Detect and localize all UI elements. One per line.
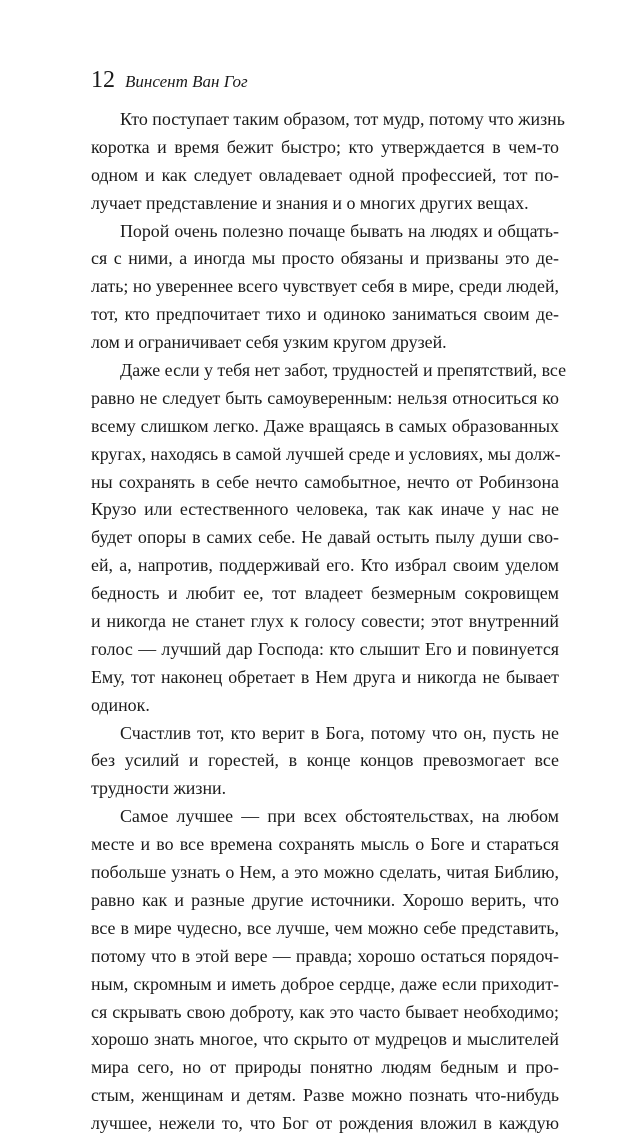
text-line: ей, а, напротив, поддерживай его. Кто избрал своим уделом bbox=[91, 555, 559, 576]
text-line: кругах, находясь в самой лучшей среде и условиях, мы долж- bbox=[91, 443, 561, 464]
text-line: бедность и любит ее, тот владеет безмерным сокровищем bbox=[91, 583, 559, 604]
text-line: месте и во все времена сохранять мысль о Боге и стараться bbox=[91, 834, 559, 855]
text-line: Даже если у тебя нет забот, трудностей и препятствий, все bbox=[120, 360, 567, 381]
text-line: будет опоры в самих себе. Не давай остыть пылу души сво- bbox=[91, 527, 559, 548]
text-line: одинок. bbox=[91, 694, 150, 715]
text-line: лать; но увереннее всего чувствует себя в мире, среди людей, bbox=[91, 276, 559, 297]
text-line: Самое лучшее — при всех обстоятельствах, на любом bbox=[120, 806, 559, 827]
text-line: ны сохранять в себе нечто самобытное, нечто от Робинзона bbox=[91, 471, 559, 492]
text-line: стым, женщинам и детям. Разве можно познать что-нибудь bbox=[91, 1085, 559, 1106]
text-line: ся скрывать свою доброту, как это часто бывает необходимо; bbox=[91, 1001, 559, 1022]
text-line: коротка и время бежит быстро; кто утверждается в чем-то bbox=[91, 136, 559, 157]
text-line: трудности жизни. bbox=[91, 778, 227, 799]
text-line: хорошо знать многое, что скрыто от мудрецов и мыслителей bbox=[91, 1029, 559, 1050]
text-line: лом и ограничивает себя узким кругом друзей. bbox=[91, 332, 447, 353]
text-line: мира сего, но от природы понятно людям бедным и про- bbox=[91, 1057, 559, 1078]
body-text bbox=[91, 106, 567, 1138]
text-line: Счастлив тот, кто верит в Бога, потому что он, пусть не bbox=[120, 722, 559, 743]
text-line: лучает представление и знания и о многих других вещах. bbox=[91, 192, 529, 213]
text-line: ным, скромным и иметь доброе сердце, даже если приходит- bbox=[91, 973, 559, 994]
page-number: 12 bbox=[91, 67, 115, 93]
text-line: Крузо или естественного человека, так как иначе у нас не bbox=[91, 499, 559, 520]
text-line: потому что в этой вере — правда; хорошо остаться порядоч- bbox=[91, 945, 559, 966]
text-line: всему слишком легко. Даже вращаясь в самых образованных bbox=[91, 415, 559, 436]
text-line: без усилий и горестей, в конце концов превозмогает все bbox=[91, 750, 559, 771]
text-line: Порой очень полезно почаще бывать на людях и общать- bbox=[120, 220, 559, 241]
text-line: ся с ними, а иногда мы просто обязаны и призваны это де- bbox=[91, 248, 559, 269]
text-line: Ему, тот наконец обретает в Нем друга и никогда не бывает bbox=[91, 666, 559, 687]
running-head-title: Винсент Ван Гог bbox=[125, 72, 248, 91]
text-line: и никогда не станет глух к голосу совести; этот внутренний bbox=[91, 611, 559, 632]
running-head bbox=[91, 68, 248, 94]
text-line: голос — лучший дар Господа: кто слышит Его и повинуется bbox=[91, 638, 559, 659]
text-line: равно не следует быть самоуверенным: нельзя относиться ко bbox=[91, 387, 559, 408]
text-line: одном и как следует овладевает одной профессией, тот по- bbox=[91, 164, 559, 185]
text-line: лучшее, нежели то, что Бог от рождения вложил в каждую bbox=[91, 1113, 559, 1134]
text-line: побольше узнать о Нем, а это можно сделать, читая Библию, bbox=[91, 862, 559, 883]
text-line: тот, кто предпочитает тихо и одиноко заниматься своим де- bbox=[91, 304, 559, 325]
text-line: Кто поступает таким образом, тот мудр, потому что жизнь bbox=[120, 109, 565, 129]
text-line: равно как и разные другие источники. Хорошо верить, что bbox=[91, 889, 559, 910]
text-line: все в мире чудесно, все лучше, чем можно себе представить, bbox=[91, 917, 559, 938]
